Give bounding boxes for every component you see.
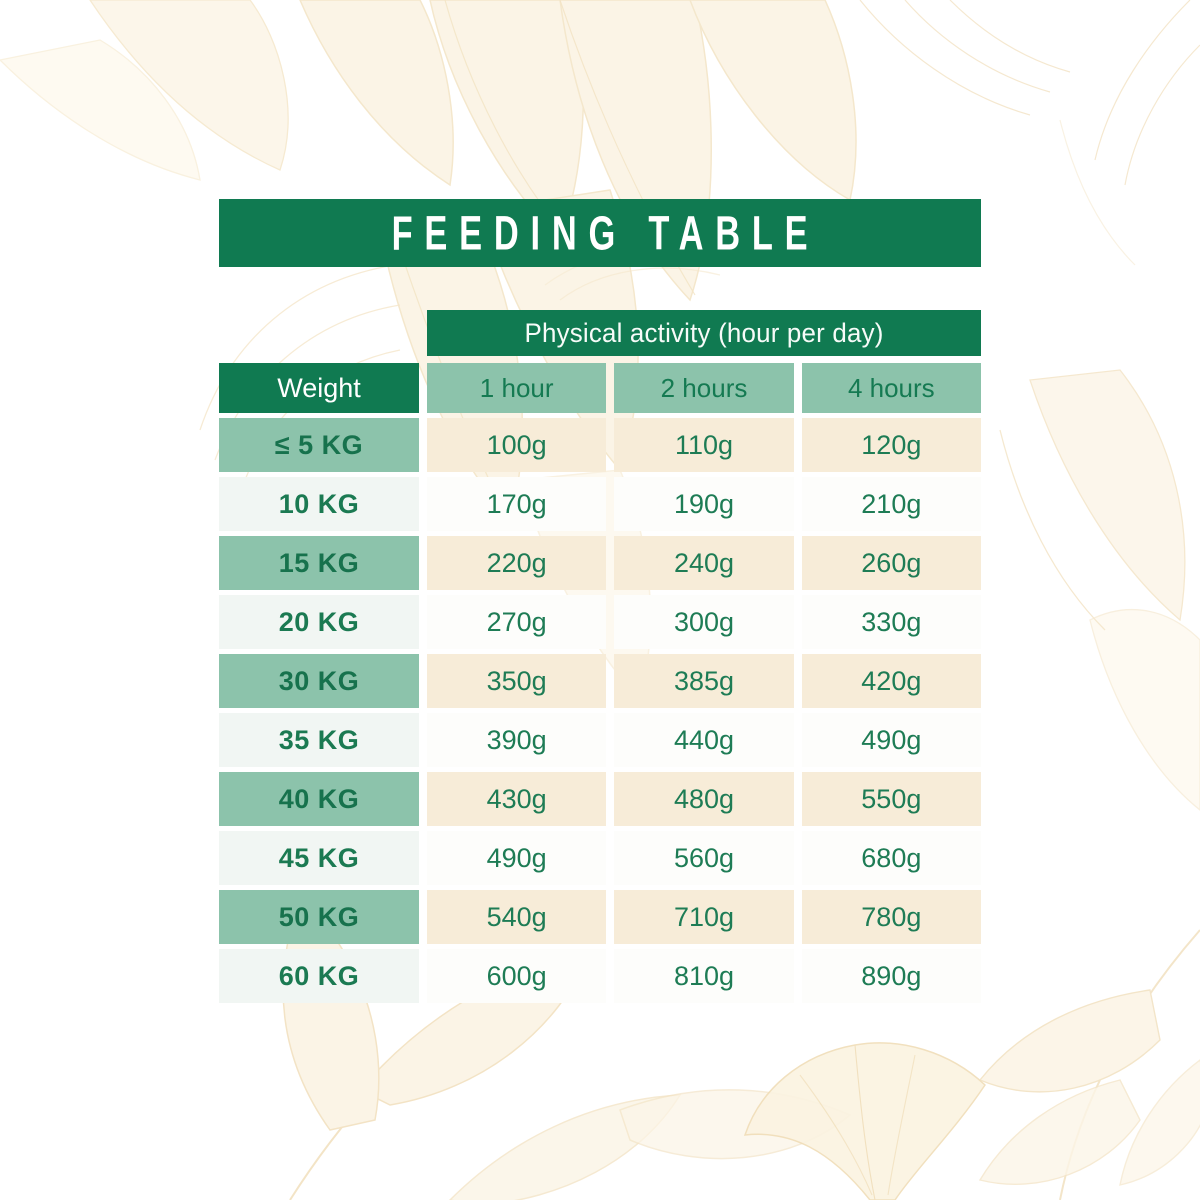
value-cell: 420g [802, 654, 981, 708]
weight-cell: 15 KG [219, 536, 419, 590]
value-cell: 190g [614, 477, 793, 531]
value-cell: 300g [614, 595, 793, 649]
value-cell: 600g [427, 949, 606, 1003]
activity-header-banner [427, 310, 981, 356]
value-cell: 480g [614, 772, 793, 826]
page-title: FEEDING TABLE [391, 205, 820, 260]
weight-cell: 10 KG [219, 477, 419, 531]
value-cell: 560g [614, 831, 793, 885]
weight-cell: 30 KG [219, 654, 419, 708]
value-cell: 490g [802, 713, 981, 767]
value-cell: 330g [802, 595, 981, 649]
value-cell: 430g [427, 772, 606, 826]
weight-cell: 20 KG [219, 595, 419, 649]
weight-cell: 35 KG [219, 713, 419, 767]
value-cell: 240g [614, 536, 793, 590]
value-cell: 350g [427, 654, 606, 708]
weight-cell: 40 KG [219, 772, 419, 826]
weight-cell: 60 KG [219, 949, 419, 1003]
column-header-4-hours: 4 hours [802, 363, 981, 413]
weight-cell: 50 KG [219, 890, 419, 944]
value-cell: 680g [802, 831, 981, 885]
value-cell: 890g [802, 949, 981, 1003]
weight-column-header: Weight [219, 363, 419, 413]
weight-cell: 45 KG [219, 831, 419, 885]
value-cell: 440g [614, 713, 793, 767]
value-cell: 780g [802, 890, 981, 944]
value-cell: 220g [427, 536, 606, 590]
value-cell: 210g [802, 477, 981, 531]
value-cell: 810g [614, 949, 793, 1003]
title-banner [219, 199, 981, 267]
weight-cell: ≤ 5 KG [219, 418, 419, 472]
value-cell: 100g [427, 418, 606, 472]
column-header-2-hours: 2 hours [614, 363, 793, 413]
value-cell: 540g [427, 890, 606, 944]
value-cell: 385g [614, 654, 793, 708]
activity-header-label: Physical activity (hour per day) [524, 317, 884, 348]
value-cell: 490g [427, 831, 606, 885]
value-cell: 270g [427, 595, 606, 649]
value-cell: 260g [802, 536, 981, 590]
value-cell: 170g [427, 477, 606, 531]
value-cell: 390g [427, 713, 606, 767]
value-cell: 710g [614, 890, 793, 944]
column-header-1-hour: 1 hour [427, 363, 606, 413]
value-cell: 550g [802, 772, 981, 826]
value-cell: 110g [614, 418, 793, 472]
value-cell: 120g [802, 418, 981, 472]
feeding-table [219, 363, 981, 1003]
